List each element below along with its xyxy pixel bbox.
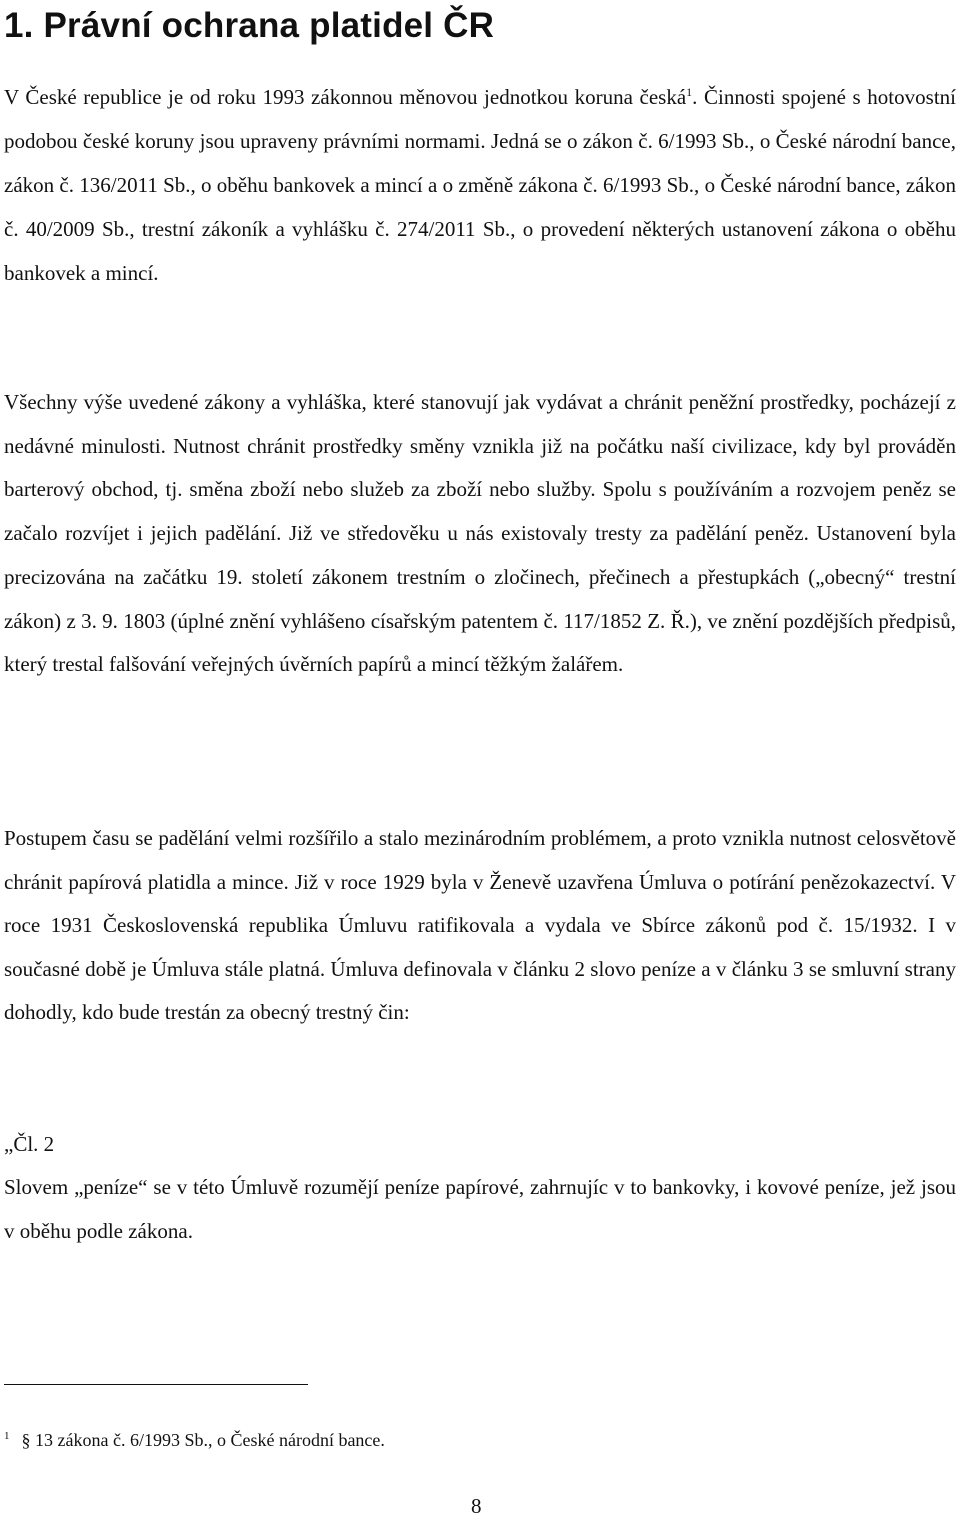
document-page [4, 0, 956, 1523]
paragraph-text: V České republice je od roku 1993 zákonnou měnovou jednotkou koruna česká [4, 85, 687, 109]
article-text: Slovem „peníze“ se v této Úmluvě rozumějí peníze papírové, zahrnujíc v to bankovky, i kovové peníze, jež jsou v oběhu podle zákona. [4, 1175, 956, 1243]
footnote-mark: 1 [4, 1430, 10, 1442]
footnote-reference: 1 [686, 85, 693, 99]
section-heading: 1. Právní ochrana platidel ČR [4, 6, 495, 45]
paragraph-convention: Postupem času se padělání velmi rozšířilo a stalo mezinárodním problémem, a proto vznikla nutnost celosvětově chránit papírová platidla a mince. Již v roce 1929 byla v Ženevě uzavřena Úmluva o potírání penězokazectví. V roce 1931 Československá republika Úmluvu ratifikovala a vydala ve Sbírce zákonů pod č. 15/1932. I v současné době je Úmluva stále platná. Úmluva definovala v článku 2 slovo peníze a v článku 3 se smluvní strany dohodly, kdo bude trestán za obecný trestný čin: [4, 826, 956, 1025]
footnote [4, 1424, 385, 1456]
paragraph-legal-framework [4, 75, 956, 295]
page-number: 8 [471, 1494, 482, 1518]
paragraph-history: Všechny výše uvedené zákony a vyhláška, které stanovují jak vydávat a chránit peněžní prostředky, pocházejí z nedávné minulosti. Nutnost chránit prostředky směny vznikla již na počátku naší civilizace, kdy byl prováděn barterový obchod, tj. směna zboží nebo služeb za zboží nebo služby. Spolu s používáním a rozvojem peněz se začalo rozvíjet i jejich padělání. Již ve středověku u nás existovaly tresty za padělání peněz. Ustanovení byla precizována na začátku 19. století zákonem trestním o zločinech, přečinech a přestupkách („obecný“ trestní zákon) z 3. 9. 1803 (úplné znění vyhlášeno císařským patentem č. 117/1852 Z. Ř.), ve znění pozdějších předpisů, který trestal falšování veřejných úvěrních papírů a mincí těžkým žalářem. [4, 390, 956, 677]
paragraph-text: . Činnosti spojené s hotovostní podobou české koruny jsou upraveny právními normami. Jedná se o zákon č. 6/1993 Sb., o České národní bance, zákon č. 136/2011 Sb., o oběhu bankovek a mincí a o změně zákona č. 6/1993 Sb., o České národní bance, zákon č. 40/2009 Sb., trestní zákoník a vyhlášku č. 274/2011 Sb., o provedení některých ustanovení zákona o oběhu bankovek a mincí. [4, 85, 956, 285]
article-title: „Čl. 2 [4, 1132, 55, 1156]
footnote-separator [4, 1384, 308, 1385]
footnote-text: § 13 zákona č. 6/1993 Sb., o České národní bance. [21, 1430, 385, 1450]
